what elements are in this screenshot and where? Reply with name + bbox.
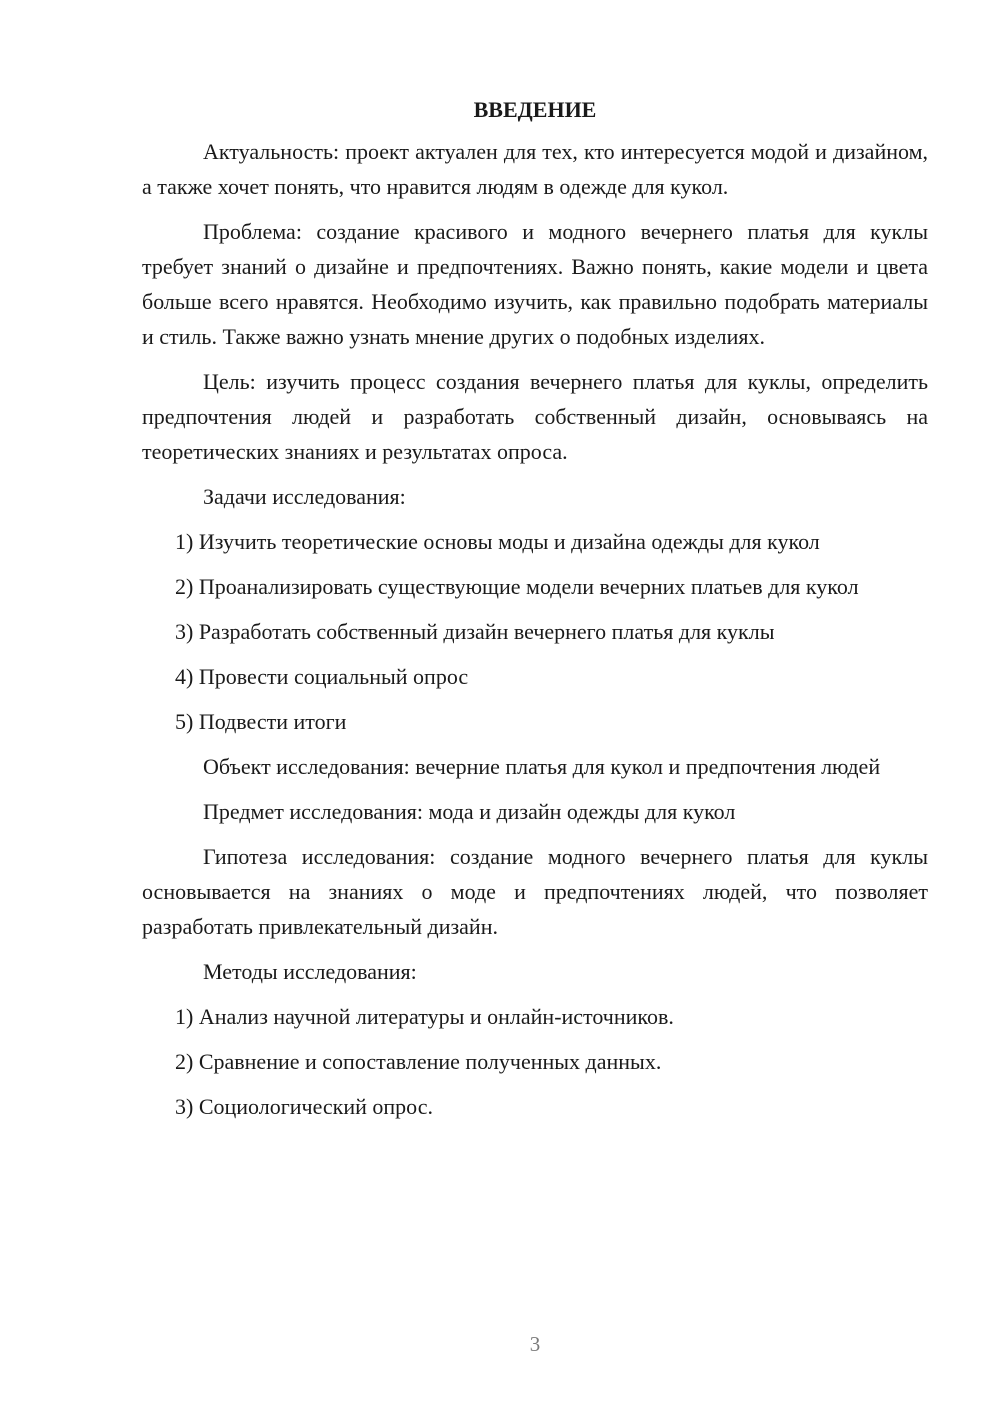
task-item-2: 2) Проанализировать существующие модели вечерних платьев для кукол (175, 574, 859, 599)
methods-heading: Методы исследования: (203, 959, 417, 984)
hypothesis-paragraph: Гипотеза исследования: создание модного вечернего платья для куклы основывается на знаниях о моде и предпочтениях людей, что позволяет разработать привлекательный дизайн. (142, 844, 928, 939)
relevance-paragraph: Актуальность: проект актуален для тех, кто интересуется модой и дизайном, а также хочет понять, что нравится людям в одежде для кукол. (142, 139, 928, 199)
task-item-4: 4) Провести социальный опрос (175, 664, 469, 689)
page-title: ВВЕДЕНИЕ (473, 97, 597, 122)
method-item-2: 2) Сравнение и сопоставление полученных данных. (175, 1049, 662, 1074)
goal-paragraph: Цель: изучить процесс создания вечернего платья для куклы, определить предпочтения людей и разработать собственный дизайн, основываясь на теоретических знаниях и результатах опроса. (142, 369, 928, 464)
problem-paragraph: Проблема: создание красивого и модного вечернего платья для куклы требует знаний о дизайне и предпочтениях. Важно понять, какие модели и цвета больше всего нравятся. Необходимо изучить, как правильно подобрать материалы и стиль. Также важно узнать мнение других о подобных изделиях. (142, 219, 928, 349)
method-item-3: 3) Социологический опрос. (175, 1094, 433, 1119)
document-page (142, 92, 928, 1134)
task-item-3: 3) Разработать собственный дизайн вечернего платья для куклы (175, 619, 775, 644)
method-item-1: 1) Анализ научной литературы и онлайн-источников. (175, 1004, 674, 1029)
tasks-heading: Задачи исследования: (203, 484, 406, 509)
subject-paragraph: Предмет исследования: мода и дизайн одежды для кукол (203, 799, 736, 824)
task-item-5: 5) Подвести итоги (175, 709, 347, 734)
page-number: 3 (529, 1332, 541, 1356)
object-paragraph: Объект исследования: вечерние платья для кукол и предпочтения людей (203, 754, 881, 779)
task-item-1: 1) Изучить теоретические основы моды и дизайна одежды для кукол (175, 529, 820, 554)
